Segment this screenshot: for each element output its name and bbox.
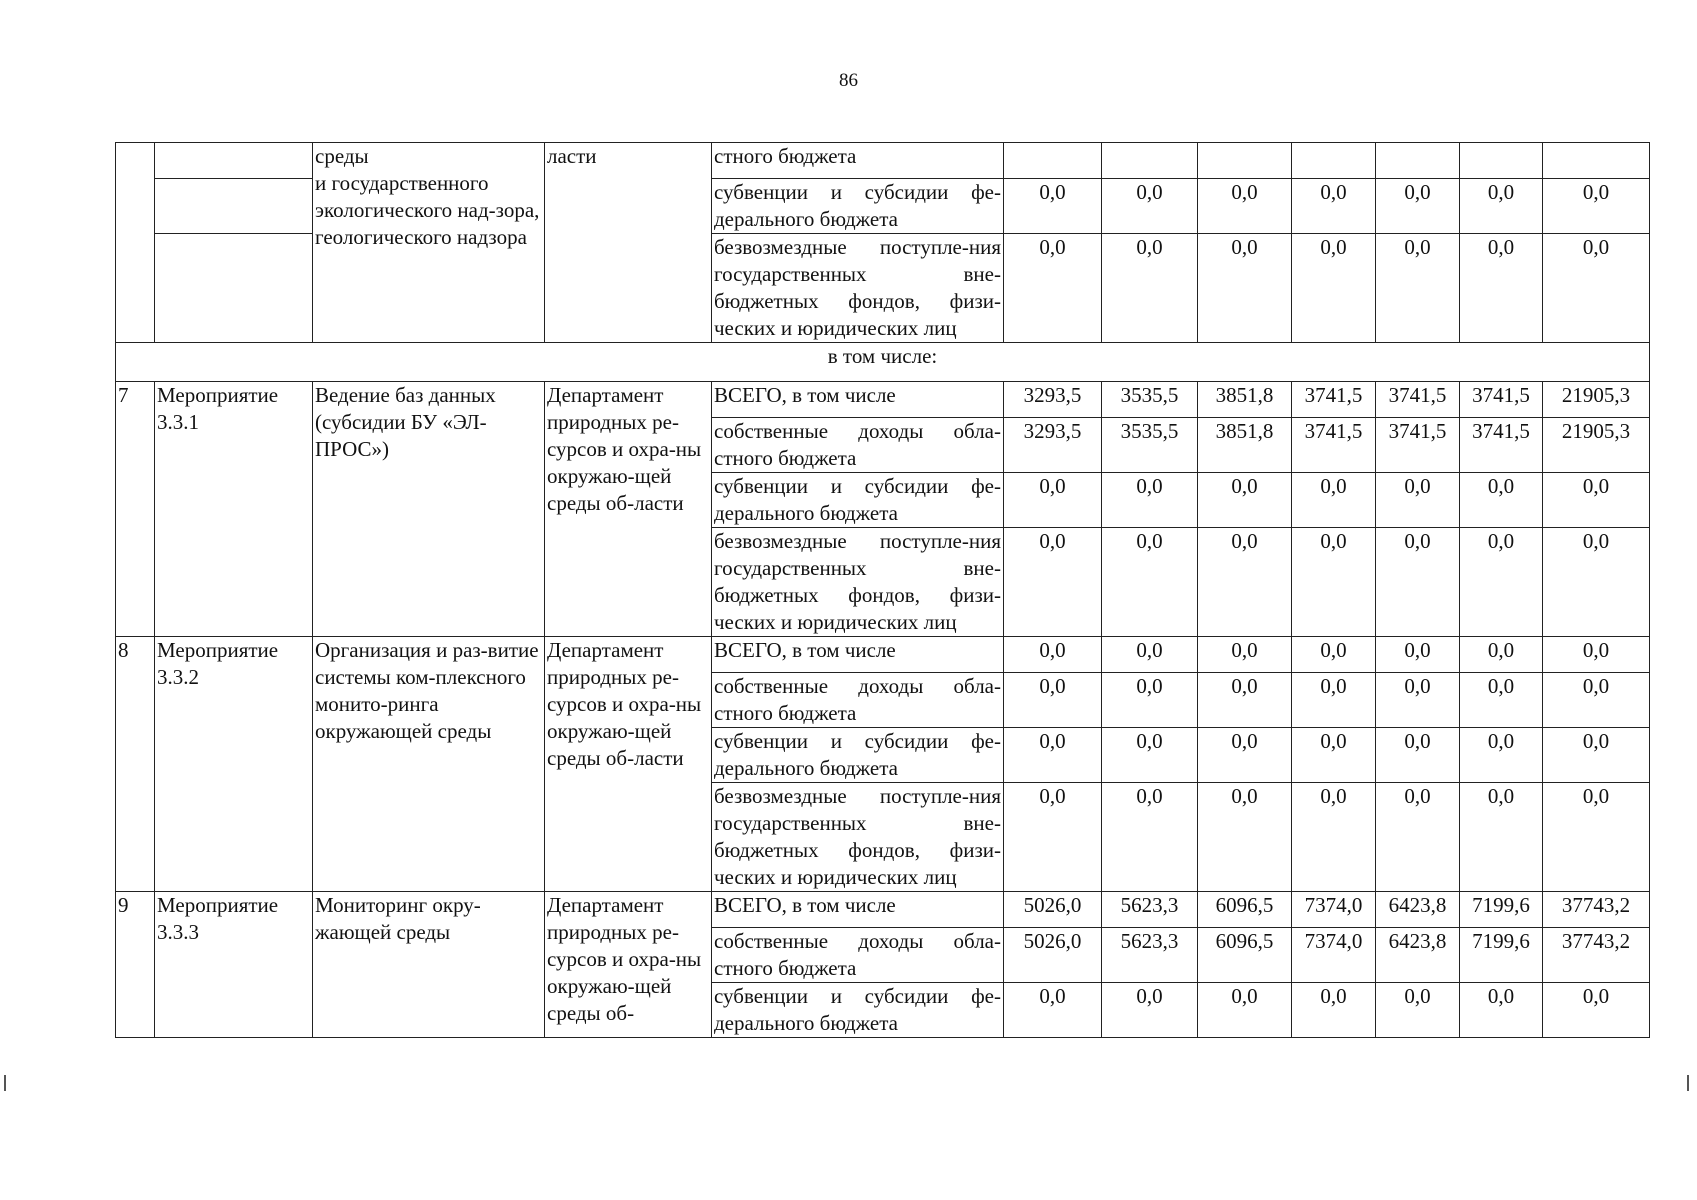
value-cell: 0,0 — [1543, 673, 1650, 728]
value-cell: 3741,5 — [1376, 418, 1460, 473]
value-cell: 0,0 — [1460, 473, 1543, 528]
value-cell — [1376, 143, 1460, 179]
value-cell: 0,0 — [1198, 983, 1292, 1038]
value-cell: 3535,5 — [1102, 418, 1198, 473]
funding-source-cell: собственные доходы обла-стного бюджета — [712, 673, 1004, 728]
value-cell: 0,0 — [1102, 637, 1198, 673]
value-cell: 3741,5 — [1460, 418, 1543, 473]
value-cell: 5623,3 — [1102, 892, 1198, 928]
value-cell: 0,0 — [1292, 528, 1376, 637]
value-cell: 0,0 — [1102, 783, 1198, 892]
executor-cell: ласти — [545, 143, 712, 343]
value-cell: 0,0 — [1198, 783, 1292, 892]
value-cell: 0,0 — [1004, 783, 1102, 892]
value-cell: 0,0 — [1376, 637, 1460, 673]
name-cell: Мероприятие 3.3.3 — [155, 892, 313, 1038]
measure-cell: Организация и раз-витие системы ком-плексного монито-ринга окружающей среды — [313, 637, 545, 892]
budget-table — [115, 142, 1650, 1038]
value-cell: 5026,0 — [1004, 892, 1102, 928]
funding-source-cell: ВСЕГО, в том числе — [712, 637, 1004, 673]
executor-cell: Департамент природных ре-сурсов и охра-ны окружаю-щей среды об-ласти — [545, 637, 712, 892]
value-cell: 0,0 — [1460, 783, 1543, 892]
value-cell: 0,0 — [1102, 234, 1198, 343]
value-cell: 0,0 — [1004, 983, 1102, 1038]
value-cell: 0,0 — [1543, 728, 1650, 783]
value-cell: 0,0 — [1292, 473, 1376, 528]
value-cell: 0,0 — [1376, 528, 1460, 637]
value-cell: 7374,0 — [1292, 928, 1376, 983]
value-cell: 3293,5 — [1004, 382, 1102, 418]
value-cell: 6423,8 — [1376, 892, 1460, 928]
executor-cell: Департамент природных ре-сурсов и охра-ны окружаю-щей среды об-ласти — [545, 382, 712, 637]
value-cell: 0,0 — [1376, 728, 1460, 783]
value-cell: 21905,3 — [1543, 382, 1650, 418]
value-cell: 0,0 — [1543, 783, 1650, 892]
value-cell: 5623,3 — [1102, 928, 1198, 983]
value-cell: 0,0 — [1102, 728, 1198, 783]
index-cell: 8 — [116, 637, 155, 892]
value-cell: 0,0 — [1292, 728, 1376, 783]
value-cell — [1198, 143, 1292, 179]
value-cell: 6423,8 — [1376, 928, 1460, 983]
measure-cell: среды и государственного экологического над-зора, геологического надзора — [313, 143, 545, 343]
value-cell: 0,0 — [1292, 234, 1376, 343]
value-cell: 0,0 — [1460, 637, 1543, 673]
value-cell: 3741,5 — [1292, 382, 1376, 418]
funding-source-cell: субвенции и субсидии фе-дерального бюджета — [712, 728, 1004, 783]
value-cell: 0,0 — [1292, 983, 1376, 1038]
value-cell: 0,0 — [1376, 673, 1460, 728]
value-cell: 0,0 — [1376, 473, 1460, 528]
value-cell: 0,0 — [1102, 673, 1198, 728]
value-cell: 0,0 — [1102, 473, 1198, 528]
value-cell: 5026,0 — [1004, 928, 1102, 983]
value-cell: 0,0 — [1543, 983, 1650, 1038]
scan-mark — [4, 1075, 6, 1091]
name-cell: Мероприятие 3.3.1 — [155, 382, 313, 637]
value-cell: 6096,5 — [1198, 892, 1292, 928]
scan-mark — [1687, 1075, 1689, 1091]
funding-source-cell: ВСЕГО, в том числе — [712, 382, 1004, 418]
funding-source-cell: субвенции и субсидии фе-дерального бюджета — [712, 179, 1004, 234]
name-cell — [155, 143, 313, 179]
value-cell: 0,0 — [1376, 179, 1460, 234]
value-cell: 7199,6 — [1460, 928, 1543, 983]
value-cell: 0,0 — [1198, 528, 1292, 637]
table-row — [116, 382, 1650, 418]
subheading: в том числе: — [116, 343, 1650, 382]
value-cell: 0,0 — [1376, 234, 1460, 343]
value-cell: 0,0 — [1543, 528, 1650, 637]
value-cell: 0,0 — [1198, 234, 1292, 343]
value-cell: 0,0 — [1543, 473, 1650, 528]
name-cell: Мероприятие 3.3.2 — [155, 637, 313, 892]
measure-cell: Мониторинг окру-жающей среды — [313, 892, 545, 1038]
value-cell: 0,0 — [1460, 528, 1543, 637]
value-cell: 3851,8 — [1198, 418, 1292, 473]
value-cell: 0,0 — [1292, 783, 1376, 892]
funding-source-cell: безвозмездные поступле-ния государственных вне-бюджетных фондов, физи-ческих и юридических лиц — [712, 528, 1004, 637]
value-cell: 0,0 — [1376, 983, 1460, 1038]
value-cell: 0,0 — [1460, 673, 1543, 728]
value-cell: 0,0 — [1292, 673, 1376, 728]
measure-cell: Ведение баз данных (субсидии БУ «ЭЛ-ПРОС») — [313, 382, 545, 637]
value-cell: 0,0 — [1102, 528, 1198, 637]
name-cell — [155, 234, 313, 343]
index-cell: 9 — [116, 892, 155, 1038]
value-cell: 0,0 — [1198, 637, 1292, 673]
value-cell: 7199,6 — [1460, 892, 1543, 928]
value-cell — [1004, 143, 1102, 179]
value-cell: 0,0 — [1460, 983, 1543, 1038]
funding-source-cell: субвенции и субсидии фе-дерального бюджета — [712, 983, 1004, 1038]
value-cell: 6096,5 — [1198, 928, 1292, 983]
table-row — [116, 143, 1650, 179]
value-cell: 0,0 — [1198, 673, 1292, 728]
value-cell: 0,0 — [1004, 673, 1102, 728]
funding-source-cell: собственные доходы обла-стного бюджета — [712, 418, 1004, 473]
value-cell: 0,0 — [1004, 179, 1102, 234]
value-cell: 0,0 — [1543, 234, 1650, 343]
value-cell: 0,0 — [1004, 728, 1102, 783]
value-cell: 0,0 — [1198, 473, 1292, 528]
value-cell: 0,0 — [1004, 234, 1102, 343]
value-cell: 0,0 — [1292, 179, 1376, 234]
funding-source-cell: собственные доходы обла-стного бюджета — [712, 928, 1004, 983]
value-cell: 21905,3 — [1543, 418, 1650, 473]
value-cell: 3741,5 — [1292, 418, 1376, 473]
value-cell: 3741,5 — [1376, 382, 1460, 418]
subheading-row — [116, 343, 1650, 382]
value-cell: 3741,5 — [1460, 382, 1543, 418]
executor-cell: Департамент природных ре-сурсов и охра-ны окружаю-щей среды об- — [545, 892, 712, 1038]
value-cell: 0,0 — [1460, 234, 1543, 343]
value-cell: 0,0 — [1460, 728, 1543, 783]
value-cell: 0,0 — [1004, 637, 1102, 673]
value-cell — [1543, 143, 1650, 179]
funding-source-cell: субвенции и субсидии фе-дерального бюджета — [712, 473, 1004, 528]
value-cell: 3293,5 — [1004, 418, 1102, 473]
value-cell: 0,0 — [1004, 473, 1102, 528]
value-cell: 37743,2 — [1543, 928, 1650, 983]
funding-source-cell: безвозмездные поступле-ния государственных вне-бюджетных фондов, физи-ческих и юридических лиц — [712, 783, 1004, 892]
value-cell: 0,0 — [1102, 179, 1198, 234]
value-cell — [1460, 143, 1543, 179]
value-cell — [1292, 143, 1376, 179]
value-cell: 37743,2 — [1543, 892, 1650, 928]
index-cell — [116, 143, 155, 343]
index-cell: 7 — [116, 382, 155, 637]
value-cell: 3851,8 — [1198, 382, 1292, 418]
value-cell: 0,0 — [1376, 783, 1460, 892]
value-cell: 7374,0 — [1292, 892, 1376, 928]
funding-source-cell: стного бюджета — [712, 143, 1004, 179]
name-cell — [155, 179, 313, 234]
funding-source-cell: ВСЕГО, в том числе — [712, 892, 1004, 928]
page-number: 86 — [839, 70, 858, 91]
value-cell: 0,0 — [1460, 179, 1543, 234]
value-cell: 0,0 — [1543, 179, 1650, 234]
value-cell: 0,0 — [1004, 528, 1102, 637]
value-cell: 0,0 — [1198, 728, 1292, 783]
value-cell: 0,0 — [1543, 637, 1650, 673]
value-cell: 3535,5 — [1102, 382, 1198, 418]
value-cell: 0,0 — [1198, 179, 1292, 234]
table-row — [116, 637, 1650, 673]
table-row — [116, 892, 1650, 928]
value-cell — [1102, 143, 1198, 179]
funding-source-cell: безвозмездные поступле-ния государственных вне-бюджетных фондов, физи-ческих и юридических лиц — [712, 234, 1004, 343]
value-cell: 0,0 — [1102, 983, 1198, 1038]
value-cell: 0,0 — [1292, 637, 1376, 673]
